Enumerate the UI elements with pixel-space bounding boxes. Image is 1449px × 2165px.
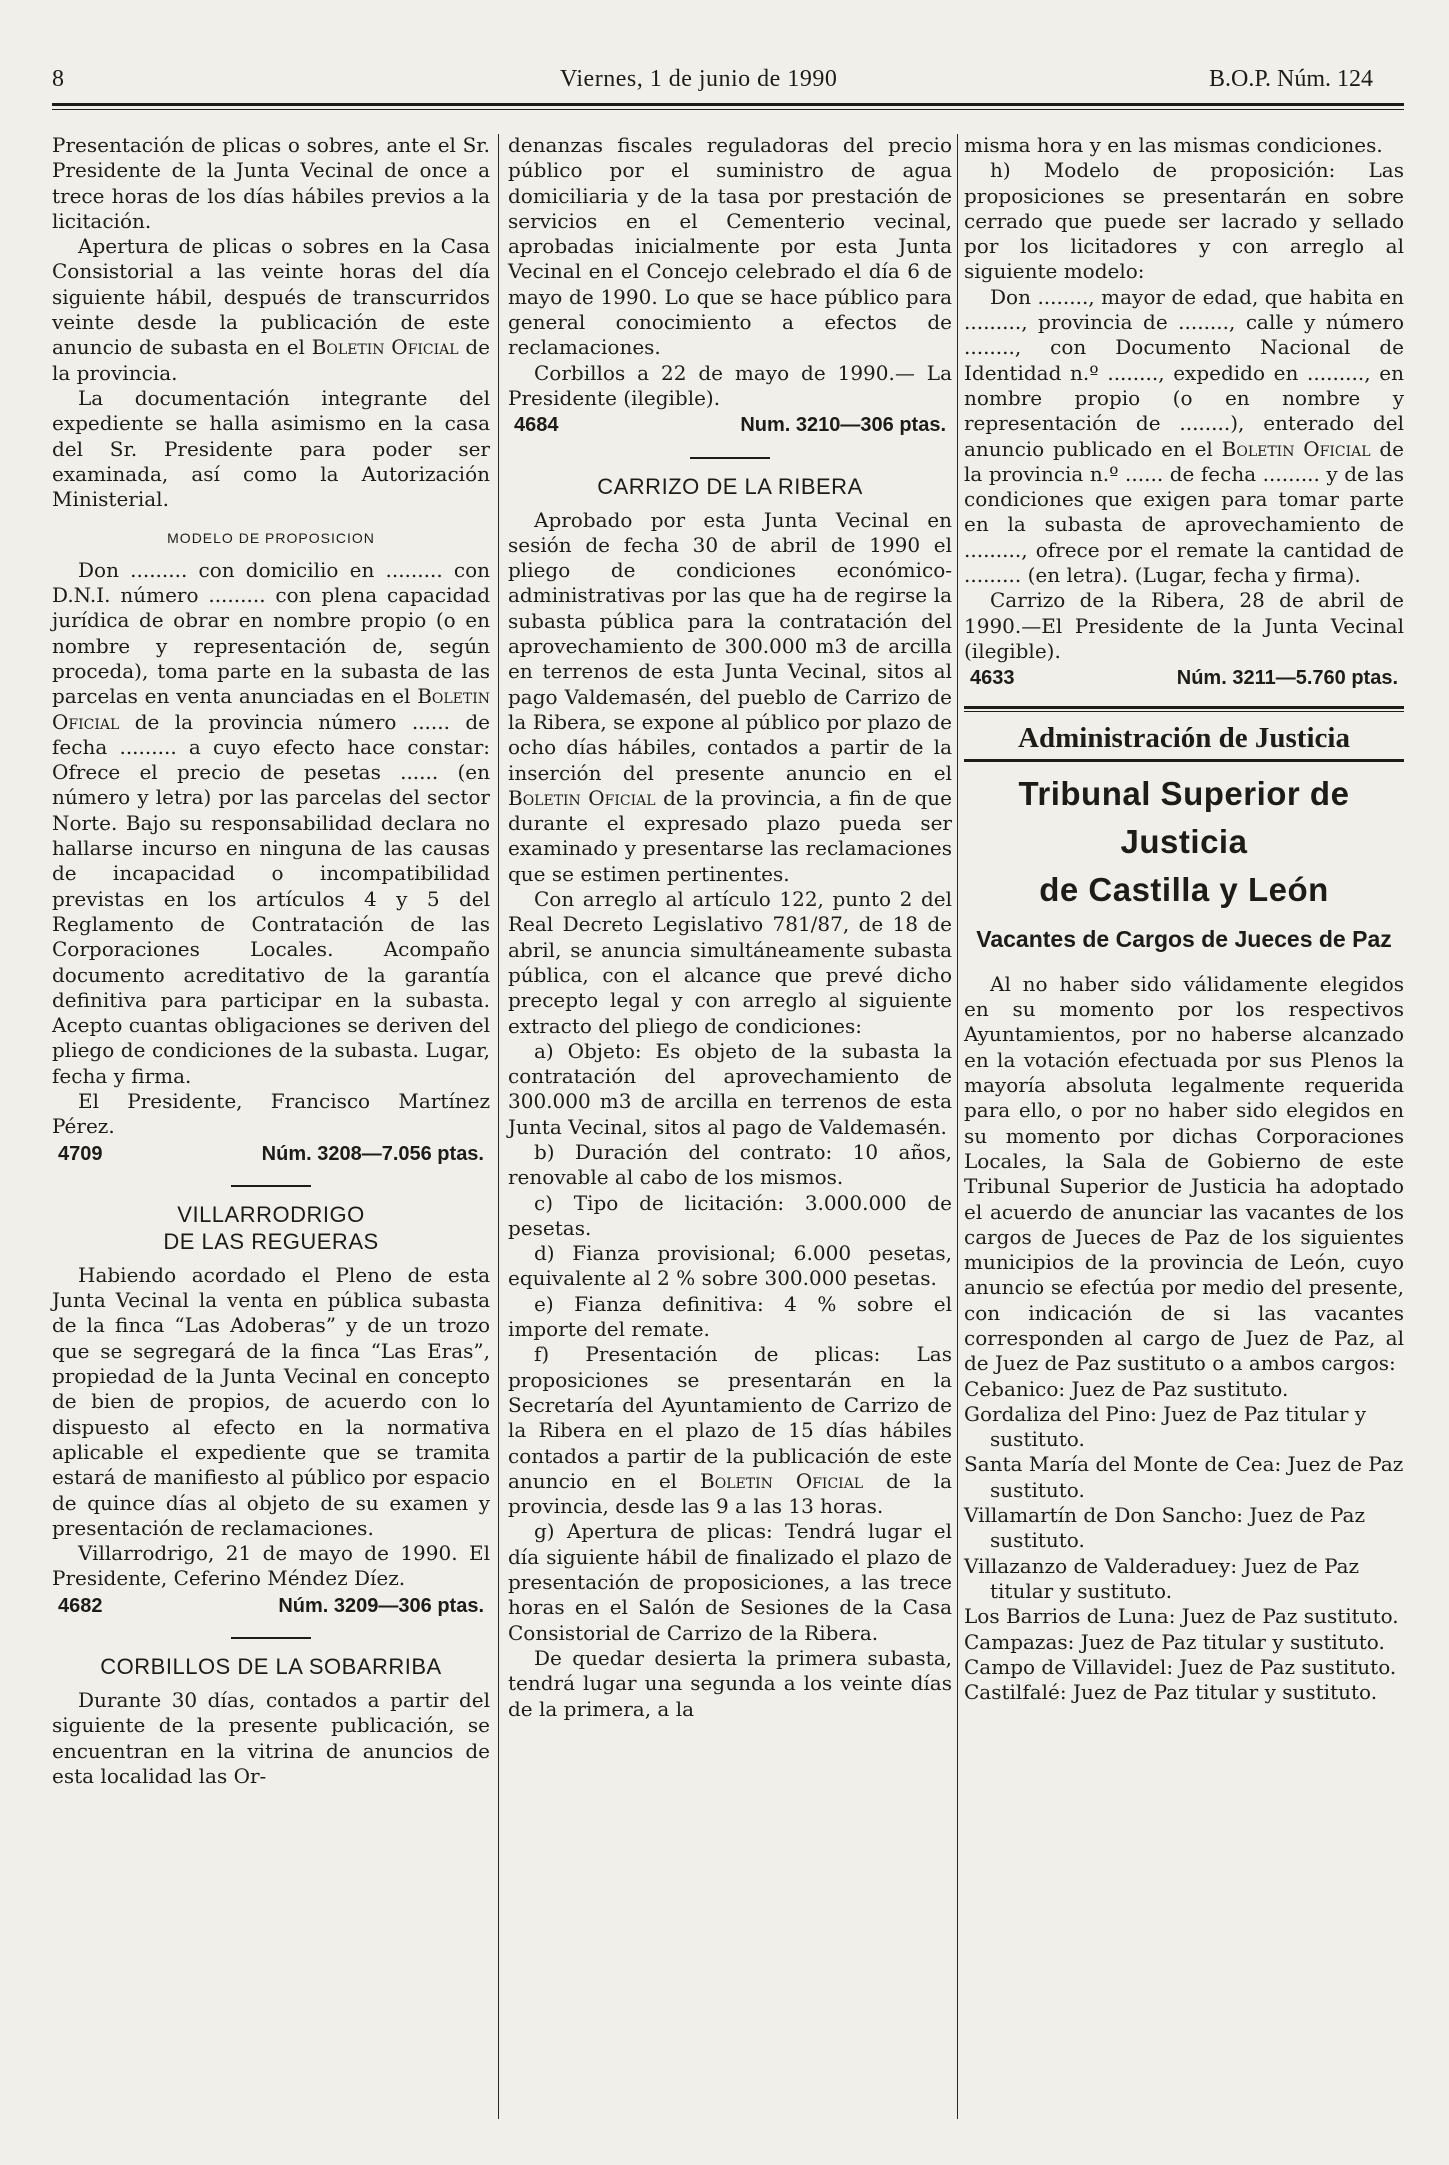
- signature-line: Corbillos a 22 de mayo de 1990.— La Presidente (ilegible).: [508, 360, 952, 410]
- paragraph: a) Objeto: Es objeto de la subasta la contratación del aprovechamiento de 300.000 m3 de arcilla en terrenos de esta Junta Vecinal, sitos al pago de Valdemasén.: [508, 1038, 952, 1139]
- paragraph: g) Apertura de plicas: Tendrá lugar el día siguiente hábil de finalizado el plazo de presentación de proposiciones, a las trece horas en el Salón de Sesiones de la Casa Consistorial de Carrizo de la Ribera.: [508, 1519, 952, 1645]
- paragraph: d) Fianza provisional; 6.000 pesetas, equivalente al 2 % sobre 300.000 pesetas.: [508, 1241, 952, 1291]
- section-heading: VILLARRODRIGO DE LAS REGUERAS: [163, 1201, 379, 1254]
- court-title: Tribunal Superior de Justicia de Castilla y León: [1018, 774, 1350, 908]
- separator: [690, 457, 770, 459]
- separator: [231, 1637, 311, 1639]
- paragraph: f) Presentación de plicas: Las proposiciones se presentarán en la Secretaría del Ayuntamiento de Carrizo de la Ribera en el plazo de 15 días hábiles contados a partir de la publicación de este anuncio en el Boletin Oficial de la provincia, desde las 9 a las 13 horas.: [508, 1342, 952, 1519]
- section-heading: CARRIZO DE LA RIBERA: [597, 473, 863, 499]
- reference-line: 4684 Num. 3210—306 ptas.: [514, 414, 946, 437]
- paragraph: e) Fianza definitiva: 4 % sobre el importe del remate.: [508, 1291, 952, 1342]
- section-rule: [964, 706, 1404, 709]
- signature-line: El Presidente, Francisco Martínez Pérez.: [52, 1088, 490, 1139]
- paragraph: Apertura de plicas o sobres en la Casa Consistorial a las veinte horas del día siguiente hábil, después de transcurridos veinte desde la publicación de este anuncio de subasta en el Boletin Oficial de la provincia.: [52, 234, 490, 385]
- reference-line: 4709 Núm. 3208—7.056 ptas.: [58, 1142, 484, 1165]
- vacancy-item: Castilfalé: Juez de Paz titular y sustituto.: [964, 1680, 1378, 1705]
- vacancy-item: Los Barrios de Luna: Juez de Paz sustituto.: [964, 1604, 1399, 1629]
- issue-date: Viernes, 1 de junio de 1990: [560, 66, 838, 92]
- bulletin-number: B.O.P. Núm. 124: [1209, 66, 1374, 92]
- paragraph: Habiendo acordado el Pleno de esta Junta Vecinal la venta en pública subasta de la finca “Las Adoberas” y de un trozo que se segregará de la finca “Las Eras”, propiedad de la Junta Vecinal en concepto de bien de propios, de acuerdo con lo dispuesto al efecto en la normativa aplicable el expediente que se tramita estará de manifiesto al público por espacio de quince días al objeto de su examen y presentación de reclamaciones.: [52, 1262, 490, 1540]
- vacancy-item: Santa María del Monte de Cea: Juez de Paz sustituto.: [964, 1452, 1404, 1502]
- reference-line: 4682 Núm. 3209—306 ptas.: [58, 1594, 484, 1617]
- signature-line: Villarrodrigo, 21 de mayo de 1990. El Presidente, Ceferino Méndez Díez.: [52, 1541, 490, 1591]
- column-divider: [498, 134, 499, 2119]
- column-3: [964, 133, 1404, 1705]
- section-heading: MODELO DE PROPOSICION: [167, 530, 375, 547]
- paragraph: h) Modelo de proposición: Las proposiciones se presentarán en sobre cerrado que puede ser lacrado y sellado por los licitadores y con arreglo al siguiente modelo:: [964, 158, 1404, 284]
- paragraph: b) Duración del contrato: 10 años, renovable al cabo de los mismos.: [508, 1139, 952, 1190]
- section-rule-thin: [964, 711, 1404, 712]
- paragraph: Don ........, mayor de edad, que habita en ........., provincia de ........, calle y número ........, con Documento Nacional de Identidad n.º ........, expedido en ........., en nombre propio (o en nombre y representación de ........), enterado del anuncio publicado en el Boletin Oficial de la provincia n.º ...... de fecha ......... y de las condiciones que exigen para tomar parte en la subasta de aprovechamiento de ........., ofrece por el remate la cantidad de ......... (en letra). (Lugar, fecha y firma).: [964, 284, 1404, 588]
- paragraph: Presentación de plicas o sobres, ante el Sr. Presidente de la Junta Vecinal de once a trece horas de los días hábiles previos a la licitación.: [52, 133, 490, 233]
- paragraph: Don ......... con domicilio en ......... con D.N.I. número ......... con plena capacidad jurídica de obrar en nombre propio (o en nombre y representación de, según proceda), toma parte en la subasta de las parcelas en venta anunciadas en el Boletin Oficial de la provincia número ...... de fecha ......... a cuyo efecto hace constar: Ofrece el precio de pesetas ...... (en número y letra) por las parcelas del sector Norte. Bajo su responsabilidad declara no hallarse incurso en ninguna de las causas de incapacidad o incompatibilidad previstas en los artículos 4 y 5 del Reglamento de Contratación de las Corporaciones Locales. Acompaño documento acreditativo de la garantía definitiva para participar en la subasta. Acepto cuantas obligaciones se deriven del pliego de condiciones de la subasta. Lugar, fecha y firma.: [52, 557, 490, 1088]
- paragraph: misma hora y en las mismas condiciones.: [964, 133, 1383, 157]
- paragraph: La documentación integrante del expediente se halla asimismo en la casa del Sr. Presidente para poder ser examinada, así como la Autorización Ministerial.: [52, 385, 490, 512]
- reference-line: 4633 Núm. 3211—5.760 ptas.: [970, 667, 1398, 690]
- section-heading: CORBILLOS DE LA SOBARRIBA: [100, 1654, 442, 1680]
- paragraph: Aprobado por esta Junta Vecinal en sesión de fecha 30 de abril de 1990 el pliego de condiciones económico-administrativas por las que ha de regirse la subasta pública para la contratación del aprovechamiento de 300.000 m3 de arcilla en terrenos de esta Junta Vecinal, sitos al pago Valdemasén, del pueblo de Carrizo de la Ribera, se expone al público por plazo de ocho días hábiles, contados a partir de la inserción del presente anuncio en el Boletin Oficial de la provincia, a fin de que durante el expresado plazo pueda ser examinado y presentarse las reclamaciones que se estimen pertinentes.: [508, 507, 953, 886]
- notice-title: Vacantes de Cargos de Jueces de Paz: [976, 925, 1392, 952]
- page-number: 8: [52, 66, 64, 92]
- vacancy-item: Campo de Villavidel: Juez de Paz sustituto.: [964, 1654, 1397, 1679]
- page-header: [0, 0, 1449, 100]
- header-rule-thin: [52, 109, 1404, 110]
- column-2: [508, 133, 952, 1722]
- paragraph: Durante 30 días, contados a partir del siguiente de la presente publicación, se encuentran en la vitrina de anuncios de esta localidad las Or-: [52, 1688, 490, 1788]
- paragraph: c) Tipo de licitación: 3.000.000 de pesetas.: [508, 1190, 952, 1240]
- column-1: [52, 133, 490, 1789]
- paragraph: Al no haber sido válidamente elegidos en su momento por los respectivos Ayuntamientos, por no haberse alcanzado en la votación efectuada por sus Plenos la mayoría absoluta legalmente requerida para ello, o por no haber sido elegidos en su momento por dichas Corporaciones Locales, la Sala de Gobierno de este Tribunal Superior de Justicia ha adoptado el acuerdo de anunciar las vacantes de los cargos de Jueces de Paz de los siguientes municipios de la provincia de León, cuyo anuncio se efectúa por medio del presente, con indicación de si las vacantes corresponden al cargo de Juez de Paz, al de Juez de Paz sustituto o a ambos cargos:: [964, 971, 1404, 1376]
- vacancy-list: [964, 1377, 1404, 1706]
- vacancy-item: Villazanzo de Valderaduey: Juez de Paz titular y sustituto.: [964, 1553, 1360, 1603]
- section-title: Administración de Justicia: [1018, 721, 1350, 754]
- vacancy-item: Campazas: Juez de Paz titular y sustituto.: [964, 1629, 1385, 1654]
- vacancy-item: Villamartín de Don Sancho: Juez de Paz sustituto.: [964, 1503, 1366, 1553]
- section-rule: [964, 759, 1404, 762]
- paragraph: De quedar desierta la primera subasta, tendrá lugar una segunda a los veinte días de la primera, a la: [508, 1645, 952, 1721]
- vacancy-item: Gordaliza del Pino: Juez de Paz titular y sustituto.: [964, 1401, 1367, 1452]
- column-divider: [957, 134, 958, 2119]
- header-rule: [52, 103, 1404, 106]
- separator: [231, 1185, 311, 1187]
- paragraph: denanzas fiscales reguladoras del precio público por el suministro de agua domiciliaria y de la tasa por prestación de servicios en el Cementerio vecinal, aprobadas inicialmente por esta Junta Vecinal en el Concejo celebrado el día 6 de mayo de 1990. Lo que se hace público para general conocimiento a efectos de reclamaciones.: [508, 133, 952, 360]
- signature-line: Carrizo de la Ribera, 28 de abril de 1990.—El Presidente de la Junta Vecinal (ilegible).: [964, 588, 1404, 663]
- paragraph: Con arreglo al artículo 122, punto 2 del Real Decreto Legislativo 781/87, de 18 de abril, se anuncia simultáneamente subasta pública, con el alcance que prevé dicho precepto legal y con arreglo al siguiente extracto del pliego de condiciones:: [508, 887, 952, 1038]
- vacancy-item: Cebanico: Juez de Paz sustituto.: [964, 1376, 1289, 1401]
